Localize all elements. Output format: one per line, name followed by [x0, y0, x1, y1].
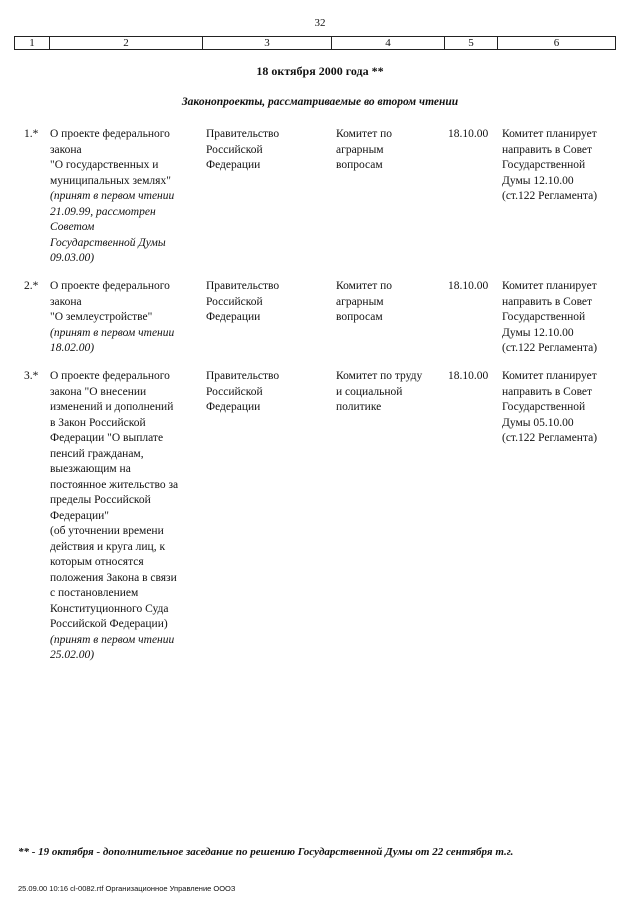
decision-line: Государственной	[502, 159, 586, 171]
title-line: "О государственных и	[50, 159, 159, 171]
item-number: 2.*	[24, 280, 39, 292]
item-date: 18.10.00	[448, 370, 489, 382]
decision-line: Государственной	[502, 401, 586, 413]
decision-line: Государственной	[502, 311, 586, 323]
item-title	[50, 279, 200, 357]
title-line: Конституционного Суда	[50, 602, 169, 615]
committee-line: Комитет по	[336, 280, 392, 292]
title-line: положения Закона в связи	[50, 571, 177, 584]
reading-note-line: (принят в первом чтении	[50, 190, 175, 202]
item-decision	[502, 369, 622, 447]
reading-note-line: 09.03.00)	[50, 252, 95, 264]
item-submitter	[206, 369, 326, 416]
item-submitter	[206, 279, 326, 326]
decision-line: (ст.122 Регламента)	[502, 190, 598, 202]
column-header-4: 4	[332, 37, 445, 50]
committee-line: Комитет по труду	[336, 370, 423, 382]
title-line: которым относятся	[50, 556, 144, 568]
submitter-line: Российской	[206, 385, 263, 398]
column-header-3: 3	[203, 37, 332, 50]
submitter-line: Федерации	[206, 401, 261, 413]
decision-line: Комитет планирует	[502, 370, 597, 382]
title-line: постоянное жительство за	[50, 478, 179, 491]
decision-line: направить в Совет	[502, 143, 593, 156]
column-header-6: 6	[498, 37, 616, 50]
reading-note-line: 18.02.00)	[50, 342, 95, 354]
item-number: 3.*	[24, 370, 39, 382]
title-line: Федерации"	[50, 509, 110, 522]
item-date: 18.10.00	[448, 280, 489, 292]
column-header-2: 2	[50, 37, 203, 50]
committee-line: аграрным	[336, 143, 384, 156]
reading-note-line: (принят в первом чтении	[50, 326, 175, 339]
title-line: "О землеустройстве"	[50, 311, 153, 323]
title-line: Федерации "О выплате	[50, 432, 164, 444]
item-number: 1.*	[24, 128, 39, 140]
decision-line: (ст.122 Регламента)	[502, 342, 598, 354]
reading-note-line: (принят в первом чтении	[50, 633, 175, 646]
decision-line: Комитет планирует	[502, 280, 597, 292]
decision-line: Думы 05.10.00	[502, 416, 574, 429]
column-number-header	[14, 36, 616, 50]
title-line: О проекте федерального	[50, 280, 170, 292]
title-line: изменений и дополнений	[50, 401, 174, 413]
submitter-line: Российской	[206, 143, 263, 156]
title-line: О проекте федерального	[50, 370, 170, 382]
title-line: закона	[50, 143, 82, 156]
column-header-5: 5	[445, 37, 498, 50]
committee-line: аграрным	[336, 295, 384, 308]
committee-line: вопросам	[336, 311, 383, 323]
title-line: действия и круга лиц, к	[50, 540, 166, 553]
item-committee	[336, 369, 442, 416]
title-line: пределы Российской	[50, 494, 151, 506]
title-line: в Закон Российской	[50, 416, 146, 429]
reading-note-line: Советом	[50, 221, 95, 233]
title-line: муниципальных землях"	[50, 174, 171, 187]
item-submitter	[206, 127, 326, 174]
committee-line: политике	[336, 401, 382, 413]
decision-line: Комитет планирует	[502, 128, 597, 140]
submitter-line: Российской	[206, 295, 263, 308]
title-line: Российской Федерации)	[50, 618, 168, 630]
item-title	[50, 369, 200, 664]
committee-line: вопросам	[336, 159, 383, 171]
title-line: пенсий гражданам,	[50, 447, 144, 460]
item-committee	[336, 127, 442, 174]
item-decision	[502, 127, 622, 205]
footnote: ** - 19 октября - дополнительное заседание по решению Государственной Думы от 22 сентября т.г.	[18, 846, 514, 858]
section-heading: Законопроекты, рассматриваемые во втором чтении	[181, 96, 459, 108]
item-date: 18.10.00	[448, 128, 489, 140]
title-line: с постановлением	[50, 587, 139, 599]
submitter-line: Федерации	[206, 159, 261, 171]
reading-note-line: 21.09.99, рассмотрен	[50, 205, 156, 218]
title-line: выезжающим на	[50, 463, 131, 475]
title-line: закона "О внесении	[50, 385, 147, 398]
item-decision	[502, 279, 622, 357]
reading-note-line: Государственной Думы	[50, 236, 166, 249]
column-header-1: 1	[15, 37, 50, 50]
committee-line: Комитет по	[336, 128, 392, 140]
title-line: закона	[50, 295, 82, 308]
submitter-line: Правительство	[206, 128, 280, 140]
reading-note-line: 25.02.00)	[50, 649, 95, 661]
footer-file-info: 25.09.00 10:16 cl-0082.rtf Организационное Управление ОООЗ	[18, 884, 236, 893]
decision-line: (ст.122 Регламента)	[502, 432, 598, 444]
committee-line: и социальной	[336, 385, 403, 398]
decision-line: Думы 12.10.00	[502, 174, 574, 187]
decision-line: направить в Совет	[502, 295, 593, 308]
item-title	[50, 127, 200, 267]
title-line: О проекте федерального	[50, 128, 170, 140]
session-date-heading: 18 октября 2000 года **	[256, 64, 384, 78]
decision-line: Думы 12.10.00	[502, 326, 574, 339]
submitter-line: Правительство	[206, 280, 280, 292]
page-number: 32	[314, 17, 326, 29]
decision-line: направить в Совет	[502, 385, 593, 398]
submitter-line: Федерации	[206, 311, 261, 323]
submitter-line: Правительство	[206, 370, 280, 382]
title-line: (об уточнении времени	[50, 525, 164, 537]
item-committee	[336, 279, 442, 326]
